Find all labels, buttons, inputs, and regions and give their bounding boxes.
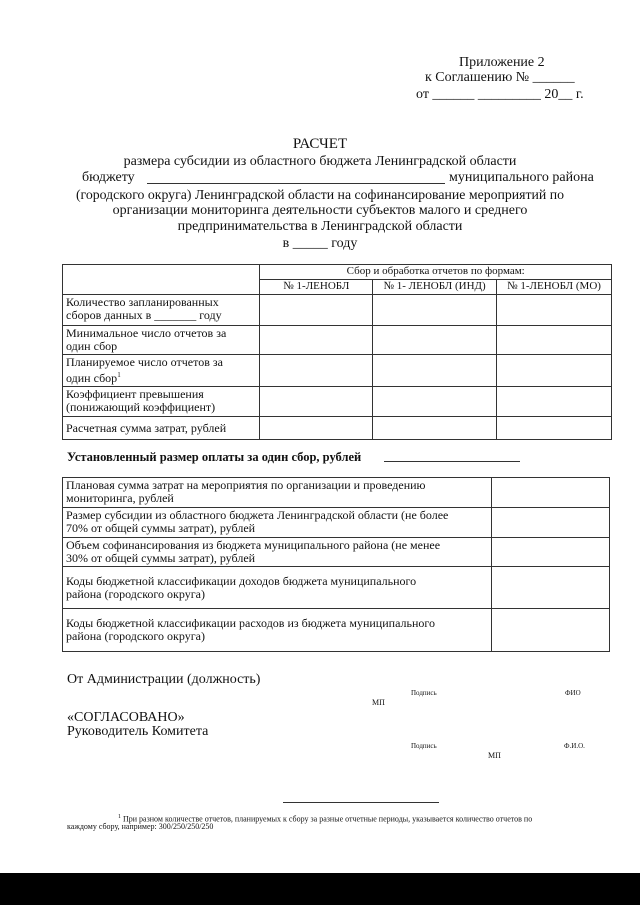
column-header-lenobl-ind: № 1- ЛЕНОБЛ (ИНД): [373, 280, 497, 295]
input-cell[interactable]: [497, 387, 612, 417]
input-cell[interactable]: [492, 508, 610, 538]
table-row: [63, 508, 610, 538]
row-label-estimated-cost: Расчетная сумма затрат, рублей: [63, 417, 260, 440]
title-line-3: (городского округа) Ленинградской области на софинансирование мероприятий по: [75, 187, 565, 202]
document-title: РАСЧЕТ: [292, 136, 348, 152]
appendix-agreement-ref: к Соглашению № ______: [425, 70, 575, 85]
municipality-blank: [147, 183, 445, 184]
row-label-income-codes: Коды бюджетной классификации доходов бюджета муниципального района (городского округа): [63, 567, 492, 609]
rate-blank[interactable]: [384, 461, 520, 462]
input-cell[interactable]: [492, 609, 610, 652]
table-row: [63, 567, 610, 609]
appendix-date: от ______ _________ 20__ г.: [416, 87, 584, 102]
input-cell[interactable]: [373, 355, 497, 387]
row-label-coefficient: Коэффициент превышения (понижающий коэффициент): [63, 387, 260, 417]
column-header-lenobl: № 1-ЛЕНОБЛ: [260, 280, 373, 295]
table-row: [63, 326, 612, 355]
table-row: [63, 295, 612, 326]
input-cell[interactable]: [497, 355, 612, 387]
input-cell[interactable]: [373, 417, 497, 440]
input-cell[interactable]: [260, 417, 373, 440]
table-row: [63, 609, 610, 652]
input-cell[interactable]: [373, 295, 497, 326]
fio-label: ФИО: [565, 689, 581, 697]
agreed-label: «СОГЛАСОВАНО»: [67, 710, 185, 725]
input-cell[interactable]: [497, 295, 612, 326]
footnote-separator: [283, 802, 439, 803]
row-label-expense-codes: Коды бюджетной классификации расходов из бюджета муниципального района (городского округа): [63, 609, 492, 652]
rate-label: Установленный размер оплаты за один сбор, рублей: [67, 450, 362, 464]
footnote-text-2: каждому сбору, например: 300/250/250/250: [67, 822, 214, 831]
budget-label: бюджету: [82, 170, 135, 185]
row-label-line: Количество запланированных: [66, 295, 219, 309]
row-label-min-reports: Минимальное число отчетов за один сбор: [63, 326, 260, 355]
table-row: [63, 355, 612, 387]
table-row: [63, 387, 612, 417]
input-cell[interactable]: [260, 326, 373, 355]
row-label-subsidy-amount: Размер субсидии из областного бюджета Ленинградской области (не более 70% от общей суммы затрат), рублей: [63, 508, 492, 538]
column-header-lenobl-mo: № 1-ЛЕНОБЛ (МО): [497, 280, 612, 295]
title-line-5: предпринимательства в Ленинградской области: [177, 219, 463, 234]
table-row: [63, 478, 610, 508]
input-cell[interactable]: [373, 326, 497, 355]
committee-head-label: Руководитель Комитета: [67, 724, 209, 739]
fio-label: Ф.И.О.: [564, 742, 585, 750]
signature-label: Подпись: [411, 742, 437, 750]
table1-corner-cell: [63, 265, 260, 295]
title-year-line: в _____ году: [282, 236, 358, 251]
row-label-planned-collections: [63, 295, 260, 326]
municipal-district-label: муниципального района: [449, 170, 594, 185]
row-label-line: сборов данных в _______ году: [66, 308, 222, 322]
input-cell[interactable]: [492, 538, 610, 567]
input-cell[interactable]: [260, 387, 373, 417]
footnote-mark: 1: [117, 371, 121, 379]
subsidy-summary-table: [62, 477, 610, 652]
input-cell[interactable]: [260, 355, 373, 387]
footnote-text-1: $^1$ При разном количестве отчетов, планируемых к сбору за разные отчетные периоды, указывается количество отчетов по: [118, 814, 533, 824]
input-cell[interactable]: [492, 567, 610, 609]
appendix-number: Приложение 2: [459, 55, 545, 70]
row-label-planned-costs: Плановая сумма затрат на мероприятия по организации и проведению мониторинга, рублей: [63, 478, 492, 508]
title-line-4: организации мониторинга деятельности субъектов малого и среднего: [112, 203, 528, 218]
title-line-1: размера субсидии из областного бюджета Ленинградской области: [123, 154, 517, 169]
input-cell[interactable]: [373, 387, 497, 417]
scan-border: [0, 873, 640, 905]
stamp-place-label: МП: [488, 751, 501, 760]
row-label-planned-reports: Планируемое число отчетов за один сбор$^1$: [63, 355, 260, 387]
row-label-cofinancing: Объем софинансирования из бюджета муниципального района (не менее 30% от общей суммы затрат), рублей: [63, 538, 492, 567]
table-row: [63, 538, 610, 567]
administration-position: От Администрации (должность): [67, 672, 261, 687]
signature-label: Подпись: [411, 689, 437, 697]
stamp-place-label: МП: [372, 698, 385, 707]
table-row: [63, 417, 612, 440]
table1-group-header: Сбор и обработка отчетов по формам:: [260, 265, 612, 280]
reports-calculation-table: [62, 264, 612, 440]
input-cell[interactable]: [260, 295, 373, 326]
input-cell[interactable]: [497, 417, 612, 440]
input-cell[interactable]: [497, 326, 612, 355]
input-cell[interactable]: [492, 478, 610, 508]
